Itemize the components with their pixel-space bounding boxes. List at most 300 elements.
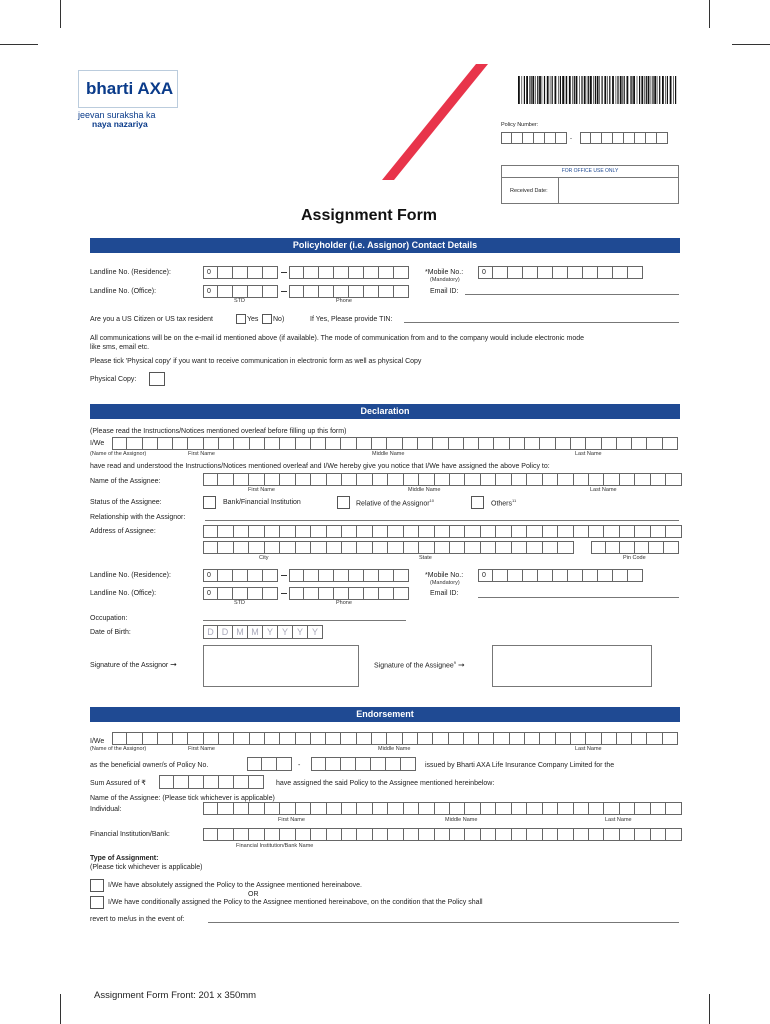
char-box[interactable] (574, 828, 589, 841)
char-box[interactable] (296, 437, 311, 450)
barcode-bar (652, 76, 653, 104)
status-others-checkbox[interactable] (471, 496, 484, 509)
char-box[interactable] (527, 828, 542, 841)
char-box[interactable] (218, 473, 233, 486)
crop-mark (732, 44, 770, 45)
char-box[interactable] (265, 732, 280, 745)
dob-char-box[interactable]: D (218, 625, 233, 639)
barcode-bar (593, 76, 594, 104)
char-box[interactable] (311, 828, 326, 841)
char-box[interactable] (203, 473, 218, 486)
char-box[interactable] (465, 802, 480, 815)
dash (281, 291, 287, 292)
assignor-name-boxes[interactable] (112, 437, 678, 450)
char-box[interactable] (664, 541, 679, 554)
char-box[interactable] (203, 802, 218, 815)
assignee-landline-off-phone[interactable] (289, 587, 409, 600)
char-box[interactable] (651, 525, 666, 538)
char-box[interactable] (496, 802, 511, 815)
char-box[interactable] (479, 732, 494, 745)
char-box[interactable] (512, 541, 527, 554)
char-box[interactable] (158, 437, 173, 450)
us-citizen-label: Are you a US Citizen or US tax resident (90, 316, 213, 323)
char-box[interactable] (373, 473, 388, 486)
char-box[interactable] (388, 473, 403, 486)
char-box[interactable] (387, 732, 402, 745)
dob-char-box[interactable]: M (248, 625, 263, 639)
relationship-label: Relationship with the Assignor: (90, 514, 186, 521)
char-box[interactable] (249, 473, 264, 486)
char-box[interactable] (620, 828, 635, 841)
mobile-boxes[interactable] (478, 266, 643, 279)
char-box[interactable] (620, 525, 635, 538)
phone-caption: Phone (336, 298, 352, 304)
char-box[interactable] (512, 802, 527, 815)
dob-char-box[interactable]: Y (308, 625, 323, 639)
char-box[interactable] (296, 473, 311, 486)
char-box[interactable] (372, 437, 387, 450)
char-box[interactable] (635, 828, 650, 841)
char-box[interactable] (571, 437, 586, 450)
char-box[interactable] (249, 828, 264, 841)
email-field[interactable] (465, 294, 679, 295)
char-box[interactable] (558, 802, 573, 815)
char-box[interactable] (388, 802, 403, 815)
char-box[interactable] (419, 828, 434, 841)
char-box[interactable] (481, 828, 496, 841)
char-box[interactable] (373, 828, 388, 841)
char-box[interactable] (204, 732, 219, 745)
char-box[interactable] (574, 525, 589, 538)
char-box[interactable] (602, 437, 617, 450)
char-box[interactable] (543, 525, 558, 538)
endorse-policy-boxes-2[interactable] (311, 757, 416, 771)
zero-prefix: 0 (207, 288, 211, 295)
char-box[interactable] (311, 541, 326, 554)
char-box[interactable] (602, 732, 617, 745)
char-box[interactable] (311, 732, 326, 745)
char-box[interactable] (357, 732, 372, 745)
char-box[interactable] (666, 802, 681, 815)
assignee-email-field[interactable] (478, 597, 679, 598)
char-box[interactable] (280, 525, 295, 538)
char-box[interactable] (249, 525, 264, 538)
char-box[interactable] (571, 732, 586, 745)
char-box[interactable] (496, 828, 511, 841)
char-box[interactable] (617, 437, 632, 450)
char-box[interactable] (404, 828, 419, 841)
char-box[interactable] (494, 732, 509, 745)
char-box[interactable] (342, 802, 357, 815)
char-box[interactable] (465, 473, 480, 486)
char-box[interactable] (203, 828, 218, 841)
char-box[interactable] (357, 828, 372, 841)
char-box[interactable] (543, 541, 558, 554)
revert-event-field[interactable] (208, 922, 679, 923)
char-box[interactable] (465, 525, 480, 538)
char-box[interactable] (387, 437, 402, 450)
char-box[interactable] (632, 732, 647, 745)
physical-copy-label: Physical Copy: (90, 376, 137, 383)
char-box[interactable] (373, 525, 388, 538)
char-box[interactable] (173, 437, 188, 450)
char-box[interactable] (558, 541, 573, 554)
char-box[interactable] (112, 437, 127, 450)
char-box[interactable] (419, 541, 434, 554)
char-box[interactable] (435, 525, 450, 538)
char-box[interactable] (218, 802, 233, 815)
char-box[interactable] (311, 802, 326, 815)
char-box[interactable] (419, 802, 434, 815)
char-box[interactable] (326, 732, 341, 745)
char-box[interactable] (403, 732, 418, 745)
char-box[interactable] (203, 525, 218, 538)
barcode-bar (673, 76, 674, 104)
char-box[interactable] (543, 828, 558, 841)
char-box[interactable] (327, 525, 342, 538)
char-box[interactable] (435, 828, 450, 841)
char-box[interactable] (341, 732, 356, 745)
char-box[interactable] (234, 802, 249, 815)
char-box[interactable] (481, 473, 496, 486)
barcode-bar (654, 76, 656, 104)
char-box[interactable] (635, 473, 650, 486)
char-box[interactable] (589, 473, 604, 486)
char-box[interactable] (265, 802, 280, 815)
char-box[interactable] (280, 828, 295, 841)
char-box[interactable] (435, 802, 450, 815)
char-box[interactable] (341, 437, 356, 450)
char-box[interactable] (586, 732, 601, 745)
char-box[interactable] (218, 828, 233, 841)
endorse-assignor-name-boxes[interactable] (112, 732, 678, 745)
char-box[interactable] (525, 437, 540, 450)
char-box[interactable] (647, 732, 662, 745)
char-box[interactable] (604, 828, 619, 841)
char-box[interactable] (540, 732, 555, 745)
char-box[interactable] (617, 732, 632, 745)
char-box[interactable] (512, 828, 527, 841)
char-box[interactable] (527, 473, 542, 486)
char-box[interactable] (265, 473, 280, 486)
char-box[interactable] (218, 525, 233, 538)
char-box[interactable] (586, 437, 601, 450)
char-box[interactable] (373, 802, 388, 815)
char-box[interactable] (589, 828, 604, 841)
char-box[interactable] (558, 828, 573, 841)
char-box[interactable] (663, 437, 678, 450)
us-yes-label: Yes (247, 316, 259, 323)
us-yes-checkbox[interactable] (236, 314, 246, 324)
char-box[interactable] (280, 802, 295, 815)
char-box[interactable] (326, 437, 341, 450)
char-box[interactable] (250, 732, 265, 745)
char-box[interactable] (604, 802, 619, 815)
char-box[interactable] (342, 525, 357, 538)
status-bank-checkbox[interactable] (203, 496, 216, 509)
char-box[interactable] (494, 437, 509, 450)
char-box[interactable] (543, 473, 558, 486)
char-box[interactable] (620, 802, 635, 815)
landline-off-std-boxes[interactable] (203, 285, 278, 298)
dob-boxes[interactable] (203, 625, 323, 639)
char-box[interactable] (296, 828, 311, 841)
dob-char-box[interactable]: Y (263, 625, 278, 639)
char-box[interactable] (404, 473, 419, 486)
char-box[interactable] (219, 437, 234, 450)
char-box[interactable] (651, 828, 666, 841)
char-box[interactable] (403, 437, 418, 450)
policy-number-boxes-2[interactable] (580, 132, 668, 144)
char-box[interactable] (666, 525, 681, 538)
char-box[interactable] (604, 473, 619, 486)
status-relative-checkbox[interactable] (337, 496, 350, 509)
char-box[interactable] (510, 732, 525, 745)
us-no-checkbox[interactable] (262, 314, 272, 324)
char-box[interactable] (188, 732, 203, 745)
dob-char-box[interactable]: Y (278, 625, 293, 639)
char-box[interactable] (556, 437, 571, 450)
char-box[interactable] (342, 828, 357, 841)
char-box[interactable] (342, 473, 357, 486)
char-box[interactable] (663, 732, 678, 745)
char-box[interactable] (465, 541, 480, 554)
char-box[interactable] (449, 437, 464, 450)
char-box[interactable] (218, 541, 233, 554)
char-box[interactable] (589, 802, 604, 815)
char-box[interactable] (249, 541, 264, 554)
char-box[interactable] (449, 732, 464, 745)
char-box[interactable] (280, 437, 295, 450)
char-box[interactable] (450, 525, 465, 538)
char-box[interactable] (311, 473, 326, 486)
char-box[interactable] (450, 802, 465, 815)
char-box[interactable] (327, 541, 342, 554)
char-box[interactable] (450, 541, 465, 554)
char-box[interactable] (479, 437, 494, 450)
char-box[interactable] (558, 525, 573, 538)
barcode-bar (588, 76, 589, 104)
char-box[interactable] (280, 541, 295, 554)
char-box[interactable] (327, 828, 342, 841)
char-box[interactable] (296, 525, 311, 538)
char-box[interactable] (127, 437, 142, 450)
address-line-1-boxes[interactable] (203, 525, 682, 538)
barcode-bar (657, 76, 658, 104)
received-date-label: Received Date: (510, 188, 548, 194)
char-box[interactable] (635, 541, 650, 554)
barcode-bar (604, 76, 606, 104)
char-box[interactable] (404, 541, 419, 554)
char-box[interactable] (481, 802, 496, 815)
char-box[interactable] (450, 828, 465, 841)
char-box[interactable] (481, 541, 496, 554)
landline-res-phone-boxes[interactable] (289, 266, 409, 279)
char-box[interactable] (311, 437, 326, 450)
char-box[interactable] (143, 437, 158, 450)
physical-copy-checkbox[interactable] (149, 372, 165, 386)
char-box[interactable] (327, 473, 342, 486)
dob-char-box[interactable]: D (203, 625, 218, 639)
char-box[interactable] (219, 732, 234, 745)
char-box[interactable] (496, 473, 511, 486)
char-box[interactable] (418, 732, 433, 745)
section-bar-endorsement: Endorsement (90, 707, 680, 722)
char-box[interactable] (647, 437, 662, 450)
char-box[interactable] (357, 437, 372, 450)
char-box[interactable] (311, 525, 326, 538)
char-box[interactable] (525, 732, 540, 745)
char-box[interactable] (296, 541, 311, 554)
char-box[interactable] (496, 525, 511, 538)
char-box[interactable] (143, 732, 158, 745)
char-box[interactable] (543, 802, 558, 815)
barcode-bar (539, 76, 541, 104)
sig-assignee-box[interactable] (492, 645, 652, 687)
char-box[interactable] (574, 802, 589, 815)
char-box[interactable] (419, 473, 434, 486)
char-box[interactable] (327, 802, 342, 815)
char-box[interactable] (435, 541, 450, 554)
char-box[interactable] (388, 828, 403, 841)
barcode-bar (637, 76, 638, 104)
char-box[interactable] (296, 732, 311, 745)
occupation-field[interactable] (203, 620, 406, 621)
char-box[interactable] (512, 525, 527, 538)
char-box[interactable] (464, 732, 479, 745)
char-box[interactable] (280, 473, 295, 486)
landline-res-std-boxes[interactable] (203, 266, 278, 279)
char-box[interactable] (651, 802, 666, 815)
absolute-assignment-checkbox[interactable] (90, 879, 104, 892)
assignee-landline-res-label: Landline No. (Residence): (90, 572, 171, 579)
char-box[interactable] (620, 473, 635, 486)
individual-name-boxes[interactable] (203, 802, 682, 815)
char-box[interactable] (464, 437, 479, 450)
assignee-landline-off-std[interactable] (203, 587, 278, 600)
assignee-name-boxes[interactable] (203, 473, 682, 486)
char-box[interactable] (373, 541, 388, 554)
tin-field[interactable] (404, 322, 679, 323)
char-box[interactable] (666, 828, 681, 841)
char-box[interactable] (635, 802, 650, 815)
char-box[interactable] (512, 473, 527, 486)
char-box[interactable] (158, 732, 173, 745)
char-box[interactable] (357, 473, 372, 486)
char-box[interactable] (527, 802, 542, 815)
address-line-2-boxes[interactable] (203, 541, 574, 554)
char-box[interactable] (173, 732, 188, 745)
barcode-bar (581, 76, 582, 104)
char-box[interactable] (234, 437, 249, 450)
char-box[interactable] (404, 802, 419, 815)
char-box[interactable] (418, 437, 433, 450)
char-box[interactable] (540, 437, 555, 450)
char-box[interactable] (265, 437, 280, 450)
char-box[interactable] (296, 802, 311, 815)
assignee-landline-res-std[interactable] (203, 569, 278, 582)
last-name-caption: Last Name (575, 451, 602, 457)
char-box[interactable] (234, 732, 249, 745)
char-box[interactable] (234, 473, 249, 486)
char-box[interactable] (250, 437, 265, 450)
char-box[interactable] (558, 473, 573, 486)
char-box[interactable] (234, 541, 249, 554)
char-box[interactable] (280, 732, 295, 745)
relationship-field[interactable] (205, 520, 679, 521)
char-box[interactable] (433, 437, 448, 450)
char-box[interactable] (357, 541, 372, 554)
assignee-landline-res-phone[interactable] (289, 569, 409, 582)
char-box[interactable] (510, 437, 525, 450)
landline-off-phone-boxes[interactable] (289, 285, 409, 298)
char-box[interactable] (666, 473, 681, 486)
assignee-mobile-boxes[interactable] (478, 569, 643, 582)
char-box[interactable] (481, 525, 496, 538)
char-box[interactable] (357, 802, 372, 815)
dob-char-box[interactable]: Y (293, 625, 308, 639)
char-box[interactable] (249, 802, 264, 815)
char-box[interactable] (591, 541, 606, 554)
pincode-boxes[interactable] (591, 541, 679, 554)
char-box[interactable] (589, 525, 604, 538)
char-box[interactable] (604, 525, 619, 538)
char-box[interactable] (635, 525, 650, 538)
char-box[interactable] (496, 541, 511, 554)
char-box[interactable] (465, 828, 480, 841)
char-box[interactable] (574, 473, 589, 486)
char-box[interactable] (265, 828, 280, 841)
char-box[interactable] (388, 541, 403, 554)
char-box[interactable] (265, 525, 280, 538)
char-box[interactable] (527, 525, 542, 538)
char-box[interactable] (234, 525, 249, 538)
char-box[interactable] (357, 525, 372, 538)
char-box[interactable] (372, 732, 387, 745)
char-box[interactable] (404, 525, 419, 538)
financial-institution-boxes[interactable] (203, 828, 682, 841)
char-box[interactable] (419, 525, 434, 538)
char-box[interactable] (435, 473, 450, 486)
char-box[interactable] (234, 828, 249, 841)
char-box[interactable] (632, 437, 647, 450)
conditional-assignment-checkbox[interactable] (90, 896, 104, 909)
char-box[interactable] (342, 541, 357, 554)
char-box[interactable] (112, 732, 127, 745)
endorse-policy-boxes-1[interactable] (247, 757, 292, 771)
dash (281, 575, 287, 576)
char-box[interactable] (606, 541, 621, 554)
char-box[interactable] (651, 473, 666, 486)
policy-number-boxes[interactable] (501, 132, 567, 144)
char-box[interactable] (649, 541, 664, 554)
char-box[interactable] (265, 541, 280, 554)
char-box[interactable] (188, 437, 203, 450)
char-box[interactable] (204, 437, 219, 450)
char-box[interactable] (203, 541, 218, 554)
char-box[interactable] (620, 541, 635, 554)
char-box[interactable] (127, 732, 142, 745)
sum-assured-boxes[interactable] (159, 775, 264, 789)
char-box[interactable] (450, 473, 465, 486)
sig-assignor-box[interactable] (203, 645, 359, 687)
char-box[interactable] (388, 525, 403, 538)
char-box[interactable] (433, 732, 448, 745)
char-box[interactable] (556, 732, 571, 745)
dob-char-box[interactable]: M (233, 625, 248, 639)
dash (281, 593, 287, 594)
char-box[interactable] (527, 541, 542, 554)
